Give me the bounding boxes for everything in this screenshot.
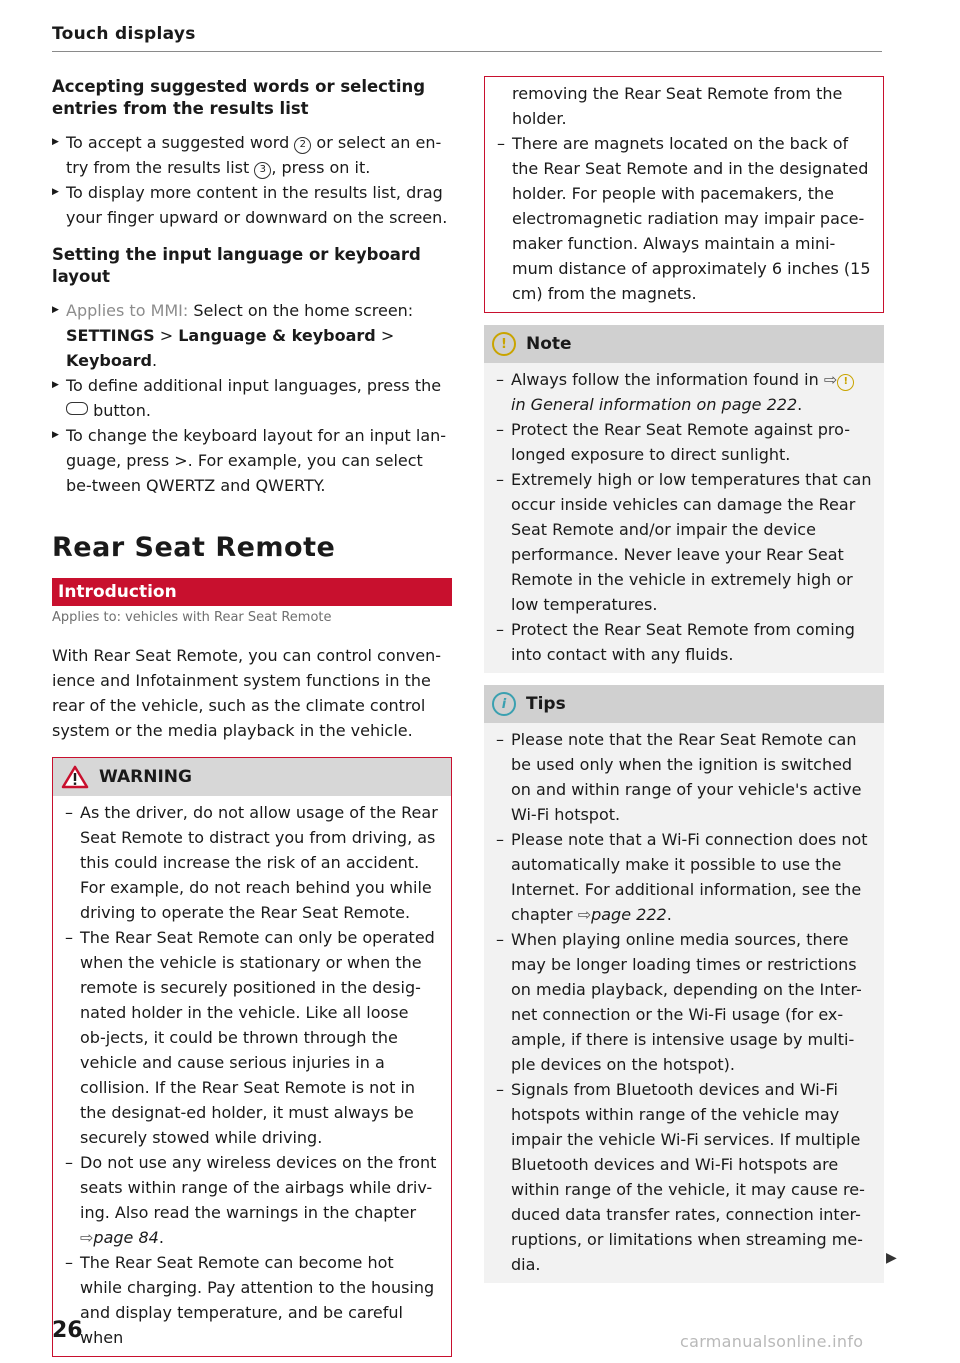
tip-item: – Please note that a Wi-Fi connection does not automatically make it possible to use the Internet. For additional information, see the chapter ⇨page 222. bbox=[496, 827, 872, 927]
tips-label: Tips bbox=[526, 694, 566, 714]
warning-triangle-icon bbox=[61, 765, 89, 789]
page-reference[interactable]: page 84 bbox=[93, 1228, 159, 1247]
warning-list bbox=[53, 796, 451, 1356]
warning-item: – As the driver, do not allow usage of the Rear Seat Remote to distract you from driving, as this could increase the risk of an accident. For example, do not reach behind you while driving to operate the Rear Seat Remote. bbox=[65, 800, 439, 925]
callout-2-icon: 2 bbox=[294, 137, 311, 154]
callout-3-icon: 3 bbox=[254, 162, 271, 179]
step-drag-results: ▶ To display more content in the results list, drag your finger upward or downward on the screen. bbox=[52, 180, 452, 230]
note-item: – Extremely high or low temperatures that can occur inside vehicles can damage the Rear Seat Remote and/or impair the device performance. Never leave your Rear Seat Remote in the vehicle in extremely high or low temperatures. bbox=[496, 467, 872, 617]
warning-header bbox=[53, 758, 451, 796]
note-list bbox=[484, 363, 884, 673]
step-applies-mmi: ▶ Applies to MMI: Select on the home screen: SETTINGS > Language & keyboard > Keyboard. bbox=[52, 298, 452, 373]
warning-item: – The Rear Seat Remote can become hot while charging. Pay attention to the housing and display temperature, and be careful when bbox=[65, 1250, 439, 1350]
tips-list bbox=[484, 723, 884, 1283]
warning-item: – The Rear Seat Remote can only be operated when the vehicle is stationary or when the remote is securely positioned in the desig-nated holder in the vehicle. Like all loose ob-jects, it could be thrown through the vehicle and cause serious injuries in a collision. If the Rear Seat Remote is not in the designat-ed holder, it must always be securely stowed while driving. bbox=[65, 925, 439, 1150]
tips-box bbox=[484, 685, 884, 1283]
tip-item: – Signals from Bluetooth devices and Wi-Fi hotspots within range of the vehicle may impair the vehicle Wi-Fi services. If multiple Bluetooth devices and Wi-Fi hotspots are within range of the vehicle, it may cause re-duced data transfer rates, connection inter-ruptions, or limitations when streaming me-dia. bbox=[496, 1077, 872, 1277]
note-item: – Always follow the information found in ⇨ ! in General information on page 222. bbox=[496, 367, 872, 417]
reference-arrow-icon: ⇨ bbox=[80, 1228, 94, 1247]
header-divider bbox=[52, 51, 882, 52]
page-number: 26 bbox=[52, 1318, 83, 1343]
warning-item-continued: removing the Rear Seat Remote from the holder. bbox=[512, 84, 843, 128]
suggested-words-steps bbox=[52, 130, 452, 230]
tip-item: – When playing online media sources, there may be longer loading times or restrictions on media playback, depending on the Inter-net connection or the Wi-Fi usage (for ex-ample, if there is intensive usage by multi-ple devices on the hotspot). bbox=[496, 927, 872, 1077]
warning-box-continued bbox=[484, 76, 884, 313]
note-symbol-icon: ! bbox=[837, 374, 854, 391]
warning-item: – There are magnets located on the back of the Rear Seat Remote and in the designated holder. For people with pacemakers, the electromagnetic radiation may impair pace-maker function. Always maintain a mini-mum distance of approximately 6 inches (15 cm) from the magnets. bbox=[497, 131, 871, 306]
step-change-layout: ▶ To change the keyboard layout for an input lan-guage, press >. For example, you can select be-tween QWERTZ and QWERTY. bbox=[52, 423, 452, 498]
note-exclamation-icon: ! bbox=[492, 332, 516, 356]
toggle-button-icon bbox=[66, 402, 88, 415]
warning-item: – Do not use any wireless devices on the front seats within range of the airbags while driv-ing. Also read the warnings in the chapter ⇨page 84. bbox=[65, 1150, 439, 1250]
chapter-title: Rear Seat Remote bbox=[52, 532, 336, 563]
note-box bbox=[484, 325, 884, 673]
left-column bbox=[52, 76, 452, 1357]
introduction-bar: Introduction bbox=[52, 578, 452, 606]
note-label: Note bbox=[526, 334, 572, 354]
warning-label: WARNING bbox=[99, 767, 192, 787]
right-column bbox=[484, 76, 884, 1283]
reference-arrow-icon: ⇨ bbox=[577, 905, 592, 924]
warning-box bbox=[52, 757, 452, 1357]
continue-arrow-icon: ▶ bbox=[886, 1250, 897, 1266]
subheading-input-language: Setting the input language or keyboard layout bbox=[52, 245, 421, 286]
warning-list-continued bbox=[485, 77, 883, 312]
note-item: – Protect the Rear Seat Remote against pro-longed exposure to direct sunlight. bbox=[496, 417, 872, 467]
applies-to-text: Applies to: vehicles with Rear Seat Remote bbox=[52, 610, 332, 625]
input-language-steps bbox=[52, 298, 452, 498]
note-header bbox=[484, 325, 884, 363]
watermark: carmanualsonline.info bbox=[680, 1332, 864, 1351]
tip-item: – Please note that the Rear Seat Remote can be used only when the ignition is switched on and within range of your vehicle's active Wi-Fi hotspot. bbox=[496, 727, 872, 827]
step-add-languages: ▶ To define additional input languages, press the button. bbox=[52, 373, 452, 423]
note-item: – Protect the Rear Seat Remote from coming into contact with any fluids. bbox=[496, 617, 872, 667]
step-accept-word: ▶ To accept a suggested word 2 or select an en-try from the results list 3 , press on it. bbox=[52, 130, 452, 180]
page-reference[interactable]: page 222 bbox=[591, 905, 667, 924]
tips-header bbox=[484, 685, 884, 723]
reference-arrow-icon: ⇨ bbox=[823, 370, 838, 389]
section-header: Touch displays bbox=[52, 24, 196, 44]
page-reference[interactable]: in General information on page 222 bbox=[511, 395, 798, 414]
introduction-text: With Rear Seat Remote, you can control conven-ience and Infotainment system functions in the rear of the vehicle, such as the climate control system or the media playback in the vehicle. bbox=[52, 646, 442, 740]
subheading-suggested-words: Accepting suggested words or selecting entries from the results list bbox=[52, 77, 426, 118]
info-icon: i bbox=[492, 692, 516, 716]
